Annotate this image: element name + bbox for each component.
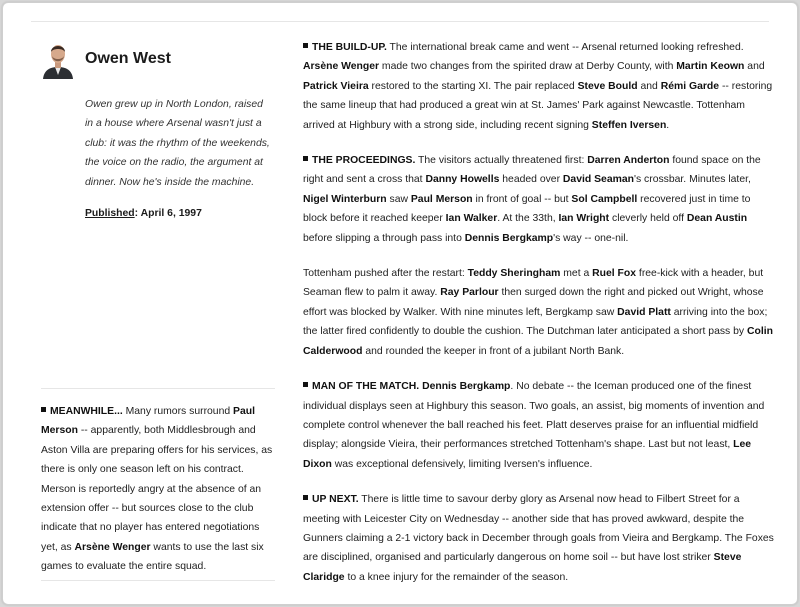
section-heading: MEANWHILE... [50,406,123,417]
bold-name: Darren Anderton [587,155,670,167]
section-heading: UP NEXT. [312,494,359,506]
text-run: . At the 33th, [497,213,559,225]
text-run: The visitors actually threatened first: [415,155,588,167]
text-run: Tottenham pushed after the restart: [303,268,468,280]
article-body [303,38,776,603]
bold-name: Dean Austin [686,213,748,225]
meanwhile-paragraph [41,402,275,577]
text-run: made two changes from the spirited draw at Derby County, with [379,61,677,73]
article-paragraph-proceedings [303,151,776,248]
section-bullet-icon [303,382,308,387]
text-run: -- restoring the same lineup that had produced a great win at St. James' Park against Newcastle. Tottenham arrived at Highbury with a strong side, including recent signing [303,80,773,131]
bold-name: David Platt [617,306,671,318]
text-run: There is little time to savour derby glory as Arsenal now head to Filbert Street for a meeting with Leicester City on Wednesday -- another side that has proved awkward, despite the Gunners claiming a 2-1 victory back in December through goals from Vieira and Bergkamp. The Foxes are disciplined, organised and particularly dangerous on home soil -- but have lost striker [303,494,774,564]
bold-name: Teddy Sheringham [467,268,561,280]
text-run: 's way -- one-nil. [553,232,629,244]
section-bullet-icon [41,407,46,412]
top-divider [31,21,769,22]
bold-name: Arsène Wenger [74,541,151,553]
text-run: . No debate -- the Iceman produced one of the finest individual displays seen at Highbury this season. Two goals, an assist, big moments of invention and complete control whenever the ball reached his feet. Platt deserves praise for an influential midfield display; alongside Vieira, their performances stretched Tottenham's shape. Last but not least, [303,381,765,451]
section-bullet-icon [303,43,308,48]
published-label: Published [85,208,135,220]
author-avatar [41,39,75,79]
bold-name: David Seaman [562,174,634,186]
text-run: cleverly held off [609,213,687,225]
text-run: to a knee injury for the remainder of the season. [344,571,569,583]
bold-name: Steffen Iversen [591,119,667,131]
meanwhile-box [41,388,275,581]
bold-name: Rémi Garde [660,80,720,92]
bold-name: Ruel Fox [592,268,637,280]
bold-name: Sol Campbell [571,193,638,205]
published-date: April 6, 1997 [140,208,202,220]
article-paragraph-up-next [303,490,776,587]
bold-name: Steve Claridge [303,552,742,583]
section-heading: THE PROCEEDINGS. [312,155,416,167]
bold-name: Arsène Wenger [303,61,380,73]
author-name: Owen West [85,50,171,67]
section-heading: THE BUILD-UP. [312,42,387,53]
bold-name: Paul Merson [410,193,473,205]
bold-name: Ray Parlour [440,287,499,299]
text-run: met a [560,268,593,280]
bold-name: Dennis Bergkamp [464,232,554,244]
bold-name: Patrick Vieira [303,80,369,92]
text-run: The international break came and went -- Arsenal returned looking refreshed. [386,42,744,53]
text-run: and rounded the keeper in front of a jubilant North Bank. [362,345,625,357]
author-column [41,39,275,219]
bold-name: Colin Calderwood [303,326,773,357]
text-run: before slipping a through pass into [303,232,465,244]
section-bullet-icon [303,495,308,500]
article-paragraph-man-of-the-match [303,377,776,474]
bold-name: Steve Bould [577,80,638,92]
text-run: Many rumors surround [122,406,234,417]
text-run: free-kick with a header, but Seaman flew to palm it away. [303,268,764,299]
text-run: 's crossbar. Minutes later, [633,174,751,186]
text-run: then surged down the right and picked out Wright, whose effort was blocked by Walker. With nine minutes left, Bergkamp saw [303,287,764,318]
article-paragraph-second-half [303,264,776,361]
text-run: arriving into the box; the latter fired confidently to double the cushion. The Dutchman later anticipated a short pass by [303,306,768,338]
section-heading: MAN OF THE MATCH. [312,381,420,393]
bold-name: Ian Walker [445,213,498,225]
page-frame [2,2,798,605]
text-run: -- apparently, both Middlesbrough and Aston Villa are preparing offers for his services, as there is only one season left on his contract. Merson is reportedly angry at the absence of an extension offer -- but sources close to the club indicate that no player has entered negotiations yet, as [41,425,273,553]
bold-name: Martin Keown [676,61,745,73]
author-bio: Owen grew up in North London, raised in a house where Arsenal wasn't just a club: it was the rhythm of the weekends, the voice on the radio, the argument at dinner. Now he's inside the machine. [85,99,270,188]
text-run: wants to use the last six games to evaluate the entire squad. [41,541,264,573]
text-run: and [637,80,661,92]
text-run: found space on the right and sent a cross that [303,155,761,186]
article-paragraph-buildup [303,38,776,135]
text-run: recovered just in time to block before it reached keeper [303,193,751,225]
text-run: saw [386,193,411,205]
text-run: in front of goal -- but [472,193,572,205]
bold-name: Paul Merson [41,406,255,437]
bold-name: Dennis Bergkamp [422,381,511,393]
bold-name: Ian Wright [558,213,610,225]
section-bullet-icon [303,156,308,161]
author-header [41,39,275,79]
text-run: headed over [499,174,563,186]
bold-name: Danny Howells [425,174,500,186]
text-run: . [666,119,670,131]
text-run: and [744,61,765,73]
published-line: Published: April 6, 1997 [85,208,202,220]
text-run: restored to the starting XI. The pair replaced [368,80,578,92]
text-run: was exceptional defensively, limiting Iversen's influence. [331,458,593,470]
bold-name: Lee Dixon [303,439,752,470]
bold-name: Nigel Winterburn [303,193,387,205]
